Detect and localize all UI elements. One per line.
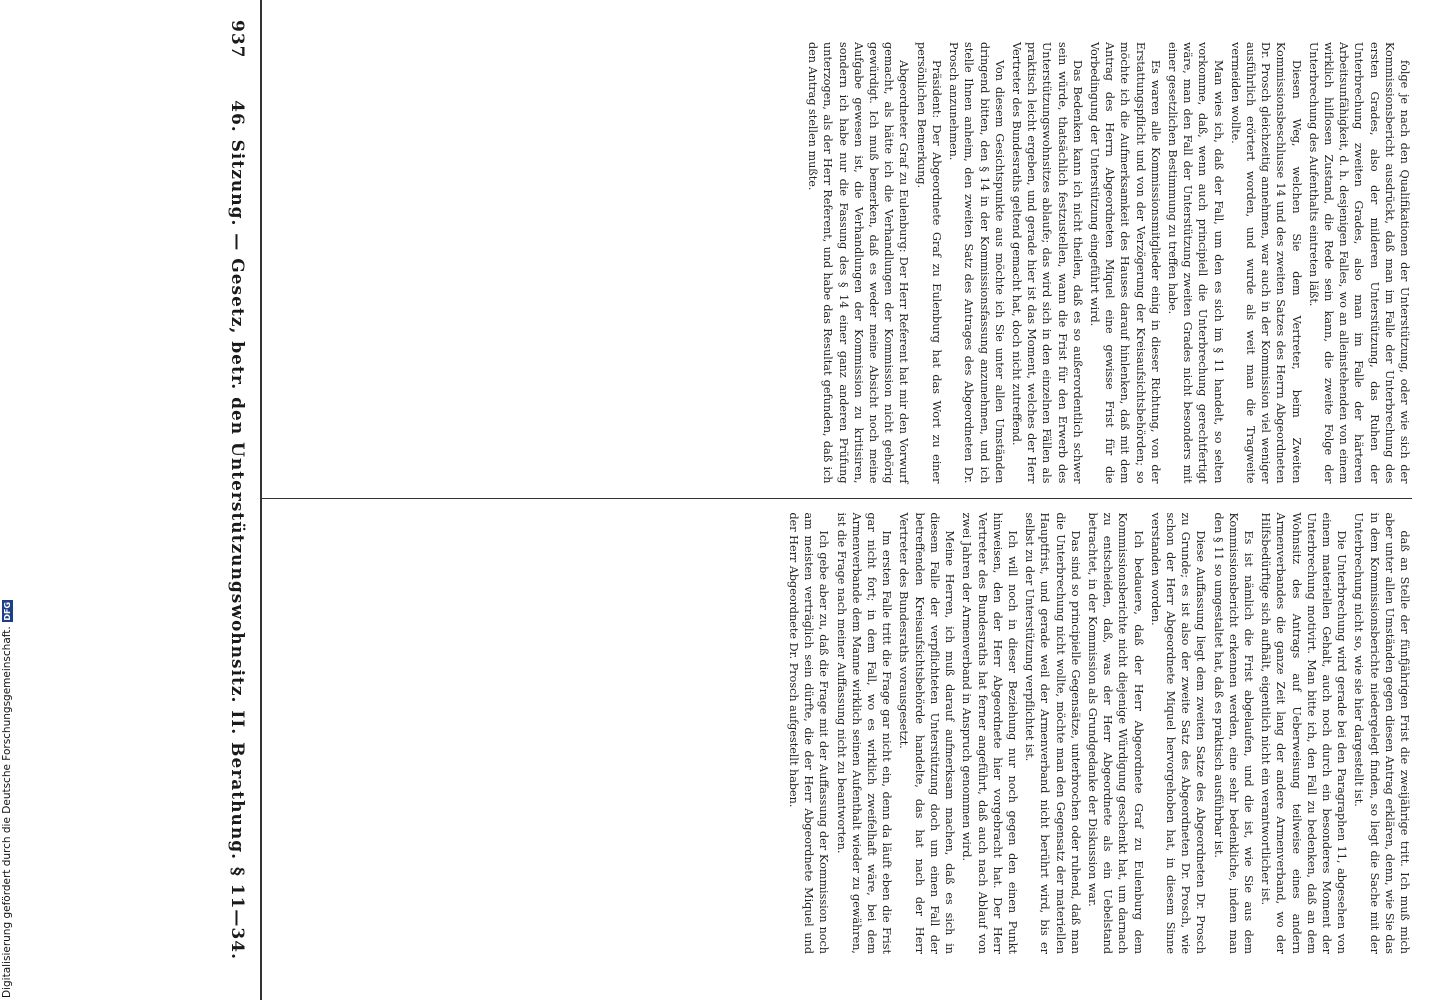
paragraph: daß an Stelle der fünfjährigen Frist die zweijährige tritt. Ich muß mich aber unter allen Umständen gegen diesen Antrag erklären, denn, wie Sie das in dem Kommissionsberichte niedergelegt finden, so liegt die Sache mit der Unterbrechung nicht so, wie sie hier dargestellt ist. — [1352, 512, 1411, 954]
paragraph: Die Unterbrechung wird gerade bei den Paragraphen 11, abgesehen von einem materiellen Gehalt, auch noch durch ein besonderes Moment der Unterbrechung motivirt. Man bitte ich, den Fall zu bedenken, daß an dem Wohnsitz des Antrags auf Ueberweisung teilweise eines andern Armenverbandes die ganze Zeit lang der andere Armenverband, wo der Hilfsbedürftige sich aufhält, eigentlich nicht ein verantwortlicher ist. — [1259, 512, 1349, 954]
running-header — [222, 20, 252, 960]
paragraph: folge je nach den Qualifikationen der Unterstützung, oder wie sich der Kommissionsbericht ausdrückt, daß man im Falle der Unterbrechung des ersten Grades, also der milderen Unterstützung, das Ruhen der Unterbrechung zweiten Grades, also man im Falle der härteren Arbeitsunfähigkeit, d. h. desjenigen Falles, wo an alleinstehenden von einem wirklich hilflosen Zustand, die Rede sein kann, die zweite Folge der Unterbrechung des Aufenthalts eintreten läßt. — [1306, 42, 1411, 484]
column-left — [262, 499, 1412, 969]
column-right — [262, 28, 1412, 498]
paragraph: Meine Herren, ich muß darauf aufmerksam machen, daß es sich in diesem Falle der verpflichteten Unterstützung doch um einen Fall der betreffenden Kreisaufsichtsbehörde handelte, das hat nach der Herr Vertreter des Bundesraths vorausgesetzt. — [897, 512, 957, 954]
page-number: 937 — [227, 20, 247, 59]
credit-text: Digitalisierung gefördert durch die Deutsche Forschungsgemeinschaft. — [1, 626, 13, 998]
paragraph: Ich gebe aber zu, daß die Frage mit der Auffassung der Kommission noch am meisten verträglich sein dürfte, die der Herr Abgeordnete Miquel und der Herr Abgeordnete Dr. Prosch aufgestellt haben. — [787, 512, 831, 954]
document-body — [142, 0, 1432, 1000]
dfg-logo: DFG — [2, 601, 12, 621]
paragraph: Ich bedauere, daß der Herr Abgeordnete Graf zu Eulenburg dem Kommissionsberichte nicht diejenige Würdigung geschenkt hat, um darnach zu entscheiden, daß, was der Herr Abgeordnete als ein Uebelstand betrachtet, in der Kommission als Grundgedanke der Diskussion war. — [1085, 512, 1145, 954]
paragraph: Man wies ich, daß der Fall, um den es sich im § 11 handelt, so selten vorkomme, daß, wenn auch principiell die Unterbrechung gerechtfertigt wäre, man den Fall der Unterstützung zweiten Grades nicht besonders mit einer gesetzlichen Bestimmung zu treffen habe. — [1165, 42, 1225, 484]
paragraph: Es waren alle Kommissionsmitglieder einig in dieser Richtung, von der Erstattungspflicht und von der Verzögerung der Kreisaufsichtsbehörden; so möchte ich die Aufmerksamkeit des Hauses darauf hinlenken, daß mit dem Antrag des Herrn Abgeordneten Miquel eine gewisse Frist für die Vorbedingung der Unterstützung eingeführt wird. — [1087, 42, 1162, 484]
paragraph: Das Bedenken kann ich nicht theilen, daß es so außerordentlich schwer sein würde, thatsächlich festzustellen, wann die Frist für den Erwerb des Unterstützungswohnsitzes ablaufe; das wird sich in den einzelnen Fällen als praktisch leicht ergeben, und gerade hier ist das Moment, welches der Herr Vertreter des Bundesraths geltend gemacht hat, doch nicht zutreffend. — [1009, 42, 1084, 484]
text-columns — [262, 28, 1412, 968]
paragraph: Abgeordneter Graf zu Eulenburg: Der Herr Referent hat mir den Vorwurf gemacht, als hätte ich die Verhandlungen der Kommission nicht gehörig gewürdigt. Ich muß bemerken, daß es weder meine Absicht noch meine Aufgabe gewesen ist, die Verhandlungen der Kommission zu kritisiren, sondern ich habe nur die Fassung des § 14 einer ganz anderen Prüfung unterzogen, als der Herr Referent, und habe das Resultat gefunden, daß ich den Antrag stellen mußte. — [806, 42, 911, 484]
paragraph: Präsident: Der Abgeordnete Graf zu Eulenburg hat das Wort zu einer persönlichen Bemerkung. — [914, 42, 943, 484]
paragraph: Diesen Weg, welchen Sie dem Vertreter, beim Zweiten Kommissionsbeschlusse 14 und des zweiten Satzes des Herrn Abgeordneten Dr. Prosch gleichzeitig annehmen, war auch in der Kommission viel weniger ausführlich erörtert worden, und wurde als weit man die Tragweite vermeiden wollte. — [1228, 42, 1303, 484]
paragraph: Das sind so principielle Gegensätze, unterbrochen oder ruhend, daß man die Unterbrechung nicht wollte, möchte man den Gegensatz der materiellen Hauptfrist, und gerade weil der Armenverband nicht berührt wird, bis er selbst zu der Unterstützung verpflichtet ist. — [1023, 512, 1082, 954]
paragraph: Von diesem Gesichtspunkte aus möchte ich Sie unter allen Umständen dringend bitten, den § 14 in der Kommissionsfassung anzunehmen, und ich stelle Ihnen anheim, den zweiten Satz des Antrages des Abgeordneten Dr. Prosch anzunehmen. — [947, 42, 1006, 484]
paragraph: Diese Auffassung liegt dem zweiten Satze des Abgeordneten Dr. Prosch zu Grunde; es ist also der zweite Satz des Abgeordneten Dr. Prosch, wie schon der Herr Abgeordnete Miquel hervorgehoben hat, in diesem Sinne verstanden worden. — [1148, 512, 1208, 954]
paragraph: Es ist nämlich die Frist abgelaufen, und die ist, wie Sie aus dem Kommissionsbericht erkennen werden, eine sehr bedenkliche, indem man den § 11 so umgestaltet hat, daß es praktisch ausführbar ist. — [1211, 512, 1255, 954]
header-rule — [260, 0, 262, 1000]
paragraph: Ich will noch in dieser Beziehung nur noch gegen den einen Punkt hinweisen, den der Herr Abgeordnete hier vorgebracht hat. Der Herr Vertreter des Bundesraths hat ferner angeführt, daß auch nach Ablauf von zwei Jahren der Armenverband in Anspruch genommen wird. — [960, 512, 1019, 954]
running-title: 46. Sitzung. — Gesetz, betr. den Unterstützungswohnsitz. II. Berathung. § 11—34. — [227, 100, 247, 960]
paragraph: Im ersten Falle tritt die Frage gar nicht ein, denn da läuft eben die Frist gar nicht fort; in dem Fall, wo es wirklich zweifelhaft wäre, bei dem Armenverbande dem Manne wirklich seinen Aufenthalt wieder zu gewähren, ist die Frage nach meiner Auffassung nicht zu beantworten. — [834, 512, 894, 954]
